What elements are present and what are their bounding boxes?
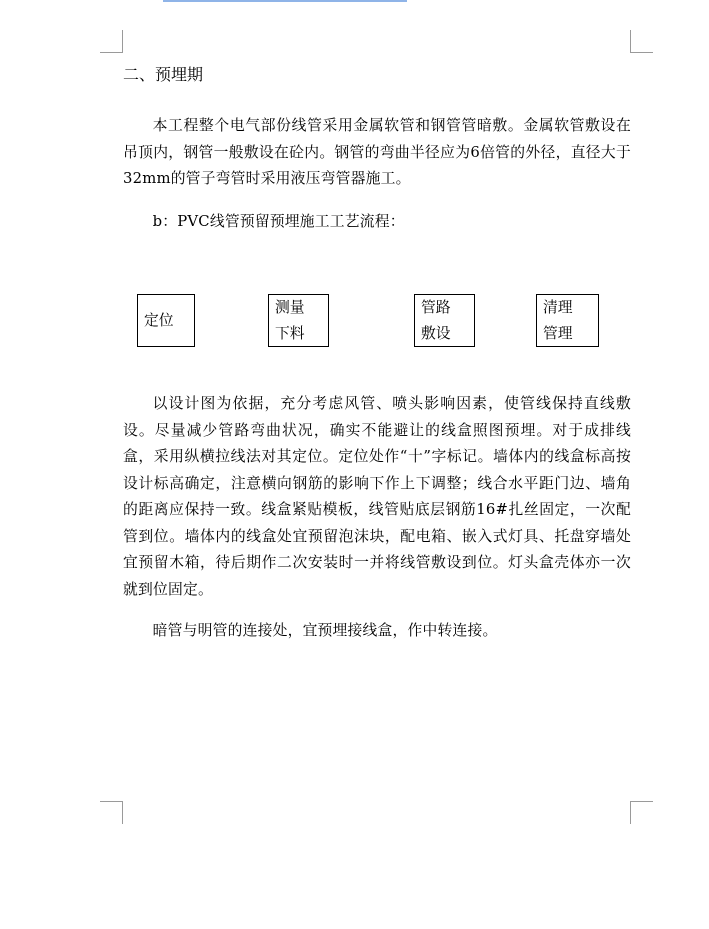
flow-step-box xyxy=(268,294,329,347)
flow-step-label: 下料 xyxy=(275,325,305,342)
flow-step-label: 管路 xyxy=(421,299,451,316)
page-corner-mark-bottom-right xyxy=(630,801,653,824)
flow-step-box xyxy=(414,294,475,347)
flow-step-label: 测量 xyxy=(275,299,305,316)
flow-step-label: 敷设 xyxy=(421,325,451,342)
section-heading: 二、预埋期 xyxy=(123,65,204,84)
flow-step-label: 定位 xyxy=(144,311,174,329)
flow-step-label: 管理 xyxy=(543,325,573,342)
top-scroll-indicator xyxy=(163,0,407,2)
connection-paragraph: 暗管与明管的连接处，宜预埋接线盒，作中转连接。 xyxy=(152,622,498,639)
flow-step-box xyxy=(536,294,599,347)
flow-step-label: 清理 xyxy=(543,299,573,316)
flow-title-paragraph: b：PVC线管预留预埋施工工艺流程： xyxy=(152,213,405,230)
details-paragraph: 以设计图为依据，充分考虑风管、喷头影响因素，使管线保持直线敷设。尽量减少管路弯曲状况，确实不能避让的线盒照图预埋。对于成排线盒，采用纵横拉线法对其定位。定位处作“十”字标记。墙体内的线盒标高按设计标高确定，注意横向钢筋的影响下作上下调整；线合水平距门边、墙角的距离应保持一致。线盒紧贴模板，线管贴底层钢筋16#扎丝固定，一次配管到位。墙体内的线盒处宜预留泡沫块，配电箱、嵌入式灯具、托盘穿墙处宜预留木箱，待后期作二次安装时一并将线管敷设到位。灯头盒壳体亦一次就到位固定。 xyxy=(123,395,631,598)
flow-step-box xyxy=(137,294,195,347)
intro-paragraph: 本工程整个电气部份线管采用金属软管和钢管管暗敷。金属软管敷设在吊顶内，钢管一般敷设在砼内。钢管的弯曲半径应为6倍管的外径，直径大于32mm的管子弯管时采用液压弯管器施工。 xyxy=(123,117,631,187)
page-corner-mark-top-right xyxy=(630,30,653,53)
page-corner-mark-top-left xyxy=(100,30,123,53)
page-corner-mark-bottom-left xyxy=(100,801,123,824)
